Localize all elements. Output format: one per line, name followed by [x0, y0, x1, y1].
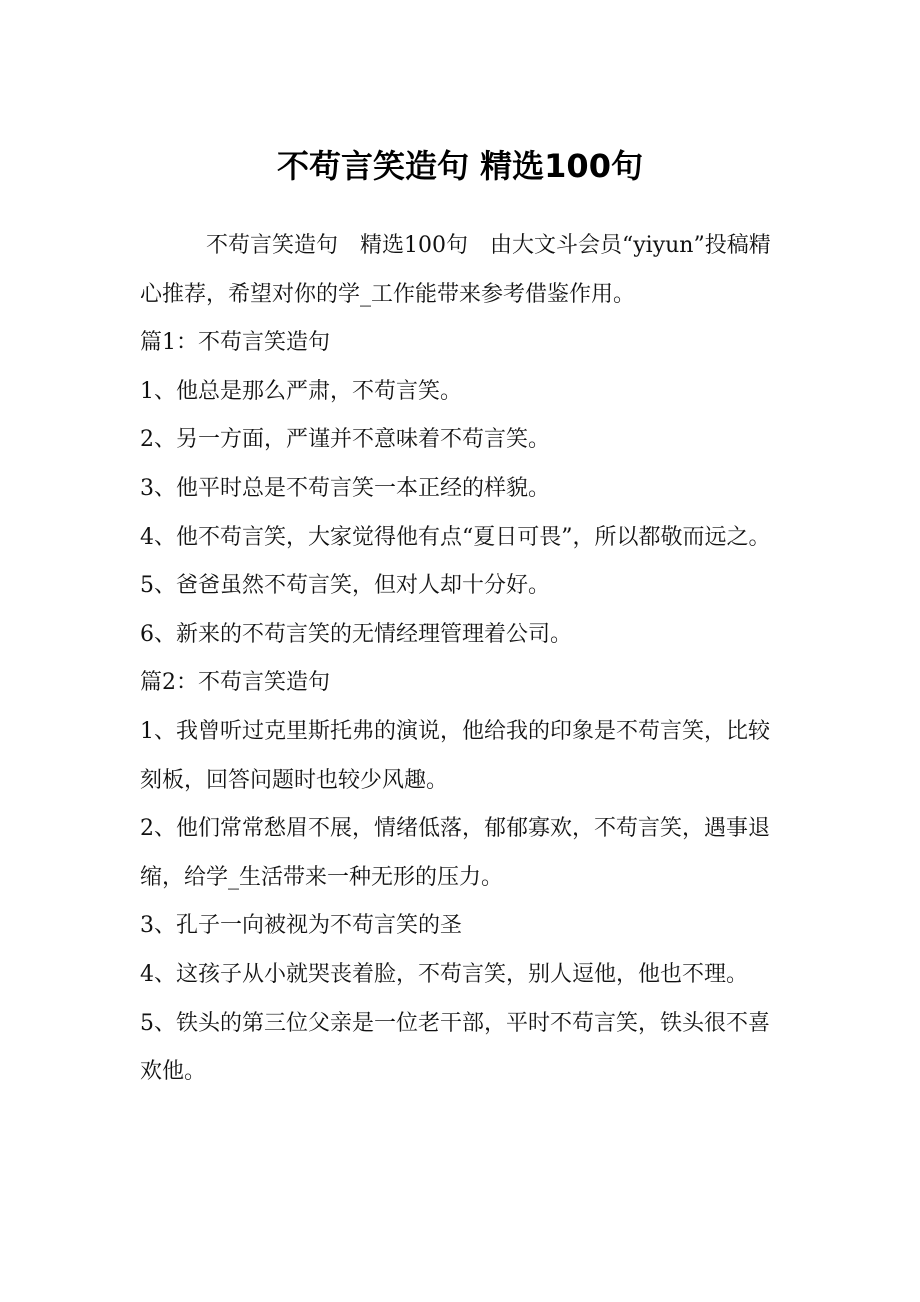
sentence-item: 1、他总是那么严肃，不苟言笑。: [140, 378, 462, 404]
section-heading-2: 篇2：不苟言笑造句: [140, 670, 330, 696]
section-heading-1: 篇1：不苟言笑造句: [140, 330, 330, 356]
sentence-item: 6、新来的不苟言笑的无情经理管理着公司。: [140, 621, 572, 647]
sentence-item: 5、铁头的第三位父亲是一位老干部，平时不苟言笑，铁头很不喜欢他。: [140, 1010, 770, 1085]
sentence-item: 4、这孩子从小就哭丧着脸，不苟言笑，别人逗他，他也不理。: [140, 961, 748, 987]
document-body: [140, 222, 780, 1097]
sentence-item: 2、他们常常愁眉不展，情绪低落，郁郁寡欢，不苟言笑，遇事退缩，给学_生活带来一种无形的压力。: [140, 816, 770, 890]
intro-paragraph: 不苟言笑造句 精选100句 由大文斗会员“yiyun”投稿精心推荐，希望对你的学_工作能带来参考借鉴作用。: [140, 233, 771, 307]
page-title: 不苟言笑造句 精选100句: [277, 147, 643, 185]
sentence-item: 5、爸爸虽然不苟言笑，但对人却十分好。: [140, 573, 550, 599]
sentence-item: 1、我曾听过克里斯托弗的演说，他给我的印象是不苟言笑，比较刻板，回答问题时也较少风趣。: [140, 718, 770, 793]
sentence-item: 3、孔子一向被视为不苟言笑的圣: [140, 913, 462, 939]
sentence-item: 2、另一方面，严谨并不意味着不苟言笑。: [140, 427, 550, 453]
sentence-item: 3、他平时总是不苟言笑一本正经的样貌。: [140, 475, 550, 501]
sentence-item: 4、他不苟言笑，大家觉得他有点“夏日可畏”，所以都敬而远之。: [140, 524, 771, 550]
